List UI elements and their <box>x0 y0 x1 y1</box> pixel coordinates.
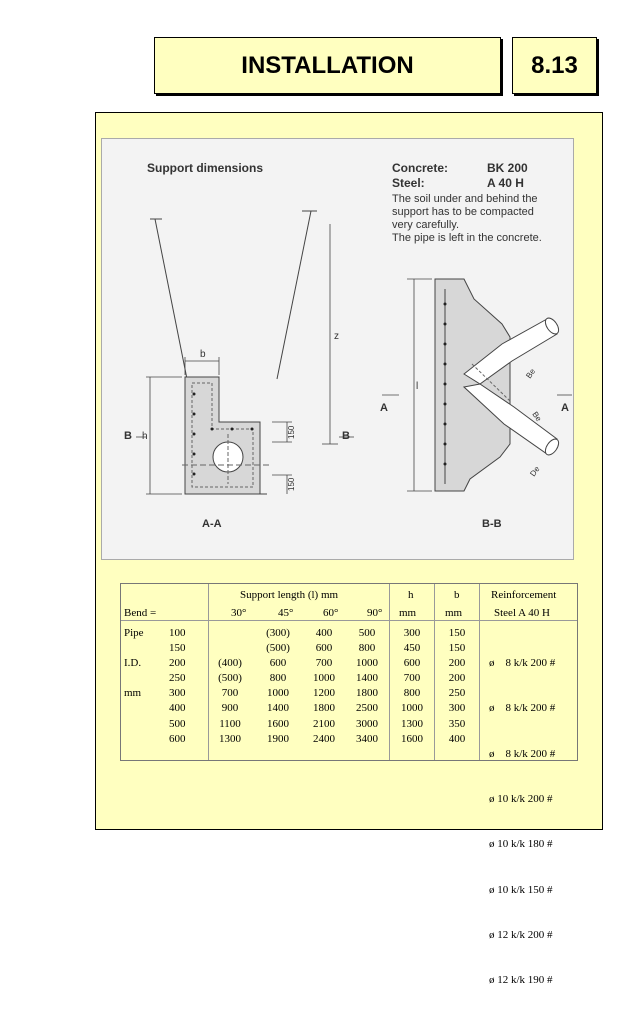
l45-cell: (500) <box>266 642 290 655</box>
b-cell: 300 <box>448 702 466 715</box>
l90-cell: 2500 <box>356 702 378 715</box>
h-cell: 700 <box>403 672 421 685</box>
dim-h-label: h <box>142 431 148 442</box>
l90-cell: 3400 <box>356 732 378 745</box>
marker-a-left: A <box>380 402 388 414</box>
l60-cell: 2400 <box>313 732 335 745</box>
l90-cell: 500 <box>358 627 376 639</box>
pipe-id-cell: 150 <box>169 642 186 655</box>
l60-cell: 1800 <box>313 702 335 715</box>
b-unit-header: mm <box>445 607 463 619</box>
l60-column <box>304 626 344 747</box>
b-cell: 350 <box>448 717 466 730</box>
l60-cell: 600 <box>315 642 333 655</box>
l45-cell: 1000 <box>267 687 289 700</box>
l90-column <box>347 626 387 747</box>
l60-cell: 700 <box>315 657 333 670</box>
b-header: b <box>454 589 460 601</box>
h-header: h <box>408 589 414 601</box>
l90-cell: 800 <box>358 642 376 655</box>
angle-45-header: 45° <box>278 607 294 619</box>
table-divider <box>434 584 435 760</box>
l45-cell: 1900 <box>267 732 289 745</box>
pipe-id-cell: 500 <box>169 717 186 730</box>
note-line-4: The pipe is left in the concrete. <box>392 232 542 244</box>
l45-cell: 800 <box>269 672 287 685</box>
l30-cell: (400) <box>218 657 242 670</box>
h-unit-header: mm <box>399 607 417 619</box>
trench-lines <box>150 211 317 379</box>
l45-cell: 1400 <box>267 702 289 715</box>
l30-cell: 1300 <box>219 732 241 745</box>
l30-cell <box>211 641 249 656</box>
pipe-id-cell: 100 <box>169 627 186 639</box>
section-bb-block <box>435 279 561 491</box>
row-label <box>124 671 164 686</box>
b-cell: 200 <box>448 657 466 670</box>
l90-cell: 3000 <box>356 717 378 730</box>
table-divider <box>479 584 480 760</box>
h-cell: 1000 <box>401 702 423 715</box>
table-divider <box>208 584 209 760</box>
pipe-id-cell: 200 <box>169 657 186 670</box>
angle-60-header: 60° <box>323 607 339 619</box>
angle-90-header: 90° <box>367 607 383 619</box>
reinforcement-header: Reinforcement <box>491 589 557 601</box>
concrete-value: BK 200 <box>487 161 528 175</box>
l45-cell: 600 <box>269 657 287 670</box>
section-aa-label: A-A <box>202 518 222 530</box>
l90-cell: 1400 <box>356 672 378 685</box>
reinforcement-column <box>489 626 575 1018</box>
reinforcement-subheader: Steel A 40 H <box>494 607 550 619</box>
row-label-column <box>124 626 164 747</box>
marker-b-left: B <box>124 430 132 442</box>
l45-cell: 1600 <box>267 717 289 730</box>
reinforcement-cell: ø 10 k/k 150 # <box>489 883 553 896</box>
marker-a-right: A <box>561 402 569 414</box>
marker-b-right: B <box>342 430 350 442</box>
row-label: mm <box>124 687 142 700</box>
l90-cell: 1000 <box>356 657 378 670</box>
h-cell: 450 <box>403 642 421 655</box>
note-line-3: very carefully. <box>392 219 460 231</box>
page-number <box>512 37 597 94</box>
dim-be-top-label: Be <box>524 366 538 381</box>
drawing-heading: Support dimensions <box>147 161 264 175</box>
l30-cell: 1100 <box>219 717 241 730</box>
pipe-id-cell: 600 <box>169 732 186 745</box>
l60-cell: 400 <box>315 627 333 639</box>
l45-cell: (300) <box>266 627 290 639</box>
l60-cell: 1200 <box>313 687 335 700</box>
dim-150-bottom-label: 150 <box>287 477 296 491</box>
b-cell: 200 <box>448 672 466 685</box>
b-cell: 400 <box>448 732 466 745</box>
l30-cell: 900 <box>221 702 239 715</box>
h-cell: 1300 <box>401 717 423 730</box>
h-column <box>391 626 433 747</box>
reinforcement-cell: ø 8 k/k 200 # <box>489 702 556 715</box>
reinforcement-cell: ø 10 k/k 200 # <box>489 793 553 806</box>
title-text: INSTALLATION <box>241 51 414 79</box>
dim-z-label: z <box>334 331 339 342</box>
section-bb-label: B-B <box>482 518 502 530</box>
reinforcement-cell: ø 12 k/k 190 # <box>489 974 553 987</box>
b-cell: 150 <box>448 642 466 655</box>
dim-de-label: De <box>528 464 542 479</box>
pipe-id-column <box>169 626 205 747</box>
h-cell: 800 <box>403 687 421 700</box>
l90-cell: 1800 <box>356 687 378 700</box>
section-aa-block <box>182 377 270 494</box>
row-label <box>124 732 164 747</box>
pipe-id-cell: 300 <box>169 687 186 700</box>
support-table <box>120 583 578 987</box>
row-label: I.D. <box>124 657 142 670</box>
note-line-1: The soil under and behind the <box>392 193 538 205</box>
l30-column <box>211 626 249 747</box>
note-line-2: support has to be compacted <box>392 206 534 218</box>
page-title <box>154 37 501 94</box>
b-cell: 250 <box>448 687 466 700</box>
l30-cell: (500) <box>218 672 242 685</box>
dim-l-label: l <box>416 381 419 392</box>
reinforcement-cell: ø 10 k/k 180 # <box>489 838 553 851</box>
l45-column <box>256 626 300 747</box>
page-number-text: 8.13 <box>531 51 578 79</box>
angle-30-header: 30° <box>231 607 247 619</box>
content-panel <box>95 112 603 987</box>
table-header-divider <box>121 620 577 621</box>
l60-cell: 1000 <box>313 672 335 685</box>
b-column <box>436 626 478 747</box>
h-cell: 300 <box>403 627 421 639</box>
l30-cell <box>211 626 249 641</box>
concrete-label: Concrete: <box>392 161 449 175</box>
l30-cell: 700 <box>221 687 239 700</box>
steel-value: A 40 H <box>487 176 524 190</box>
table-divider <box>389 584 390 760</box>
support-drawing <box>101 138 574 560</box>
pipe-id-cell: 400 <box>169 702 186 715</box>
l60-cell: 2100 <box>313 717 335 730</box>
row-label: Pipe <box>124 627 144 639</box>
support-diagram <box>102 139 573 559</box>
h-cell: 600 <box>403 657 421 670</box>
reinforcement-cell: ø 12 k/k 200 # <box>489 928 553 941</box>
bend-header: Bend = <box>124 607 157 619</box>
dim-be-mid-label: Be <box>530 409 544 424</box>
row-label <box>124 641 164 656</box>
dim-b-label: b <box>200 349 206 360</box>
reinforcement-cell: ø 8 k/k 200 # <box>489 657 556 670</box>
pipe-id-cell: 250 <box>169 672 186 685</box>
b-cell: 150 <box>448 627 466 639</box>
reinforcement-cell: ø 8 k/k 200 # <box>489 747 556 760</box>
row-label <box>124 717 164 732</box>
dim-150-top-label: 150 <box>287 425 296 439</box>
row-label <box>124 701 164 716</box>
support-length-header: Support length (l) mm <box>240 589 339 601</box>
steel-label: Steel: <box>392 176 425 190</box>
h-cell: 1600 <box>401 732 423 745</box>
